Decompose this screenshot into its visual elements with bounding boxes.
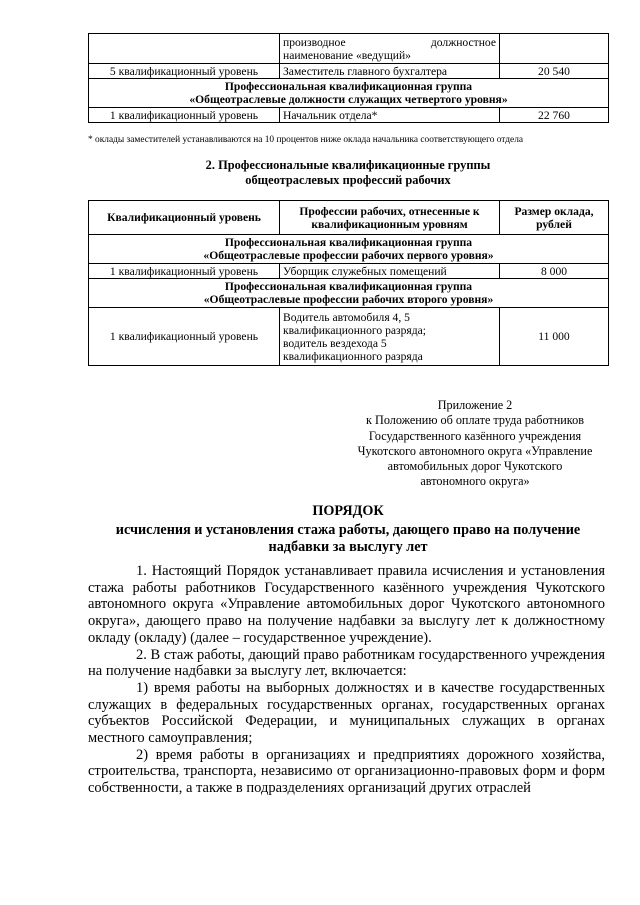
table-row bbox=[89, 108, 609, 123]
column-header-profession: Профессии рабочих, отнесенные к квалификационным уровням bbox=[280, 201, 500, 235]
level-cell: 5 квалификационный уровень bbox=[89, 64, 280, 79]
salary-cell bbox=[500, 34, 609, 64]
section-heading-line: общеотраслевых профессий рабочих bbox=[245, 173, 451, 187]
profession-line: квалификационного разряда bbox=[283, 349, 423, 363]
group-header-row bbox=[89, 235, 609, 264]
table-row bbox=[89, 34, 609, 64]
group-header-row bbox=[89, 279, 609, 308]
appendix-line: Государственного казённого учреждения bbox=[368, 428, 582, 443]
level-cell bbox=[89, 34, 280, 64]
document-body bbox=[88, 563, 605, 797]
profession-line: Водитель автомобиля 4, 5 bbox=[283, 310, 410, 324]
section-heading bbox=[88, 158, 608, 188]
profession-cell bbox=[280, 308, 500, 366]
salary-table-employees bbox=[88, 33, 609, 123]
document-title bbox=[88, 503, 608, 556]
section-heading-line: 2. Профессиональные квалификационные группы bbox=[205, 158, 491, 172]
profession-cell: Уборщик служебных помещений bbox=[280, 264, 500, 279]
paragraph: 1) время работы на выборных должностях и в качестве государственных служащих в федеральных государственных органах, государственных органах субъектов Российской Федерации, и муниципальных служащих в органах местного самоуправления; bbox=[88, 679, 605, 747]
appendix-line: автономного округа» bbox=[420, 474, 530, 489]
group-header-cell bbox=[89, 279, 609, 308]
level-cell: 1 квалификационный уровень bbox=[89, 308, 280, 366]
profession-line: водитель вездехода 5 bbox=[283, 336, 387, 350]
salary-table-workers bbox=[88, 200, 609, 366]
paragraph: 2. В стаж работы, дающий право работникам государственного учреждения на получение надбавки за выслугу лет, включается: bbox=[88, 646, 605, 680]
position-cell bbox=[280, 34, 500, 64]
group-header-cell bbox=[89, 235, 609, 264]
column-header-level: Квалификационный уровень bbox=[89, 201, 280, 235]
group-subtitle: «Общеотраслевые должности служащих четвертого уровня» bbox=[189, 93, 508, 106]
paragraph: 2) время работы в организациях и предприятиях дорожного хозяйства, строительства, транспорта, независимо от организационно-правовых форм и форм собственности, а также в подразделениях организаций других отраслей bbox=[88, 746, 605, 797]
group-subtitle: «Общеотраслевые профессии рабочих второго уровня» bbox=[203, 293, 494, 306]
column-header-salary: Размер оклада, рублей bbox=[500, 201, 609, 235]
appendix-line: автомобильных дорог Чукотского bbox=[387, 459, 563, 474]
appendix-block bbox=[340, 398, 610, 490]
position-text: наименование «ведущий» bbox=[283, 48, 411, 62]
profession-line: квалификационного разряда; bbox=[283, 323, 427, 337]
position-text: производное bbox=[283, 35, 346, 49]
salary-cell: 22 760 bbox=[500, 108, 609, 123]
level-cell: 1 квалификационный уровень bbox=[89, 108, 280, 123]
title-subtitle: исчисления и установления стажа работы, дающего право на получение bbox=[115, 522, 581, 538]
group-title: Профессиональная квалификационная группа bbox=[224, 280, 473, 293]
level-cell: 1 квалификационный уровень bbox=[89, 264, 280, 279]
appendix-line: Приложение 2 bbox=[437, 398, 513, 412]
salary-cell: 11 000 bbox=[500, 308, 609, 366]
group-title: Профессиональная квалификационная группа bbox=[224, 80, 473, 93]
position-cell: Заместитель главного бухгалтера bbox=[280, 64, 500, 79]
table-row bbox=[89, 264, 609, 279]
salary-cell: 8 000 bbox=[500, 264, 609, 279]
table-row bbox=[89, 308, 609, 366]
group-title: Профессиональная квалификационная группа bbox=[224, 236, 473, 249]
title-main: ПОРЯДОК bbox=[312, 503, 384, 519]
position-cell: Начальник отдела* bbox=[280, 108, 500, 123]
paragraph: 1. Настоящий Порядок устанавливает правила исчисления и установления стажа работы работников Государственного казённого учреждения Чукотского автономного округа «Управление автомобильных дорог Чукотского автономного округа», дающего право на получение надбавки за выслугу лет к должностному окладу (окладу) (далее – государственное учреждение). bbox=[88, 563, 605, 646]
table-header-row bbox=[89, 201, 609, 235]
group-header-row bbox=[89, 79, 609, 108]
appendix-line: к Положению об оплате труда работников bbox=[366, 413, 584, 428]
group-subtitle: «Общеотраслевые профессии рабочих первого уровня» bbox=[203, 249, 494, 262]
footnote: * оклады заместителей устанавливаются на 10 процентов ниже оклада начальника соответствующего отдела bbox=[88, 135, 524, 145]
table-row bbox=[89, 64, 609, 79]
title-subtitle: надбавки за выслугу лет bbox=[268, 539, 428, 555]
position-text: должностное bbox=[430, 35, 496, 49]
salary-cell: 20 540 bbox=[500, 64, 609, 79]
appendix-line: Чукотского автономного округа «Управление bbox=[357, 443, 593, 458]
group-header-cell bbox=[89, 79, 609, 108]
